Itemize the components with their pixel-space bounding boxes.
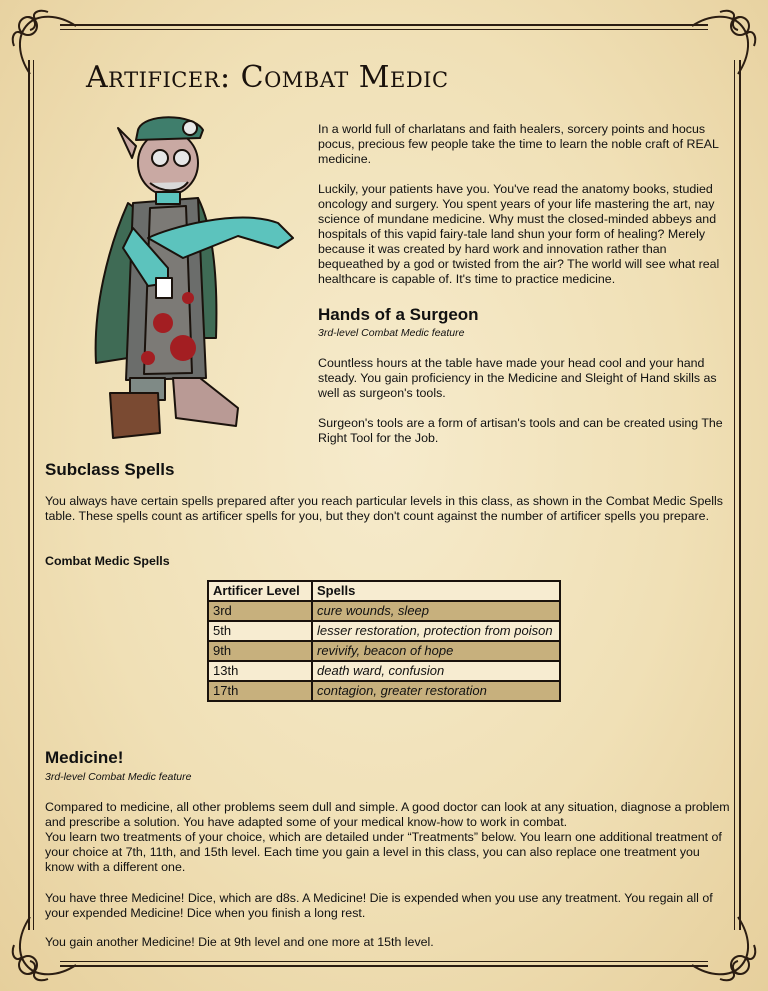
frame-left (28, 60, 30, 930)
cell-spells: cure wounds, sleep (312, 601, 560, 621)
medicine-subtitle: 3rd-level Combat Medic feature (45, 771, 192, 783)
frame-top (60, 24, 708, 26)
corner-ornament-bottom-left (8, 915, 78, 985)
corner-ornament-top-right (690, 6, 760, 76)
frame-left-inner (33, 60, 34, 930)
frame-right (739, 60, 741, 930)
spells-table-title: Combat Medic Spells (45, 554, 170, 568)
medicine-paragraph-3: You have three Medicine! Dice, which are d8s. A Medicine! Die is expended when you use any treatment. You regain all of your expended Medicine! Dice when you finish a long rest. (45, 891, 713, 920)
medicine-paragraph-4: You gain another Medicine! Die at 9th level and one more at 15th level. (45, 935, 434, 949)
spells-table (207, 580, 561, 702)
subclass-spells-heading: Subclass Spells (45, 460, 175, 479)
hands-heading: Hands of a Surgeon (318, 305, 479, 324)
hands-subtitle: 3rd-level Combat Medic feature (318, 327, 465, 339)
frame-bottom (60, 965, 708, 967)
cell-level: 3rd (208, 601, 312, 621)
hands-paragraph-1: Countless hours at the table have made your head cool and your hand steady. You gain proficiency in the Medicine and Sleight of Hand skills as well as surgeon's tools. (318, 356, 717, 400)
medicine-heading: Medicine! (45, 748, 124, 767)
medicine-paragraph-2: You learn two treatments of your choice, which are detailed under “Treatments” below. You learn one additional treatment of your choice at 7th, 11th, and 15th level. Each time you gain a level in this class, you can also replace one treatment you know with a different one. (45, 830, 722, 874)
table-row (208, 681, 560, 701)
subclass-spells-paragraph: You always have certain spells prepared after you reach particular levels in this class, as shown in the Combat Medic Spells table. These spells count as artificer spells for you, but they don't count against the number of artificer spells you prepare. (45, 494, 723, 523)
table-row (208, 661, 560, 681)
page-title: Artificer: Combat Medic (86, 60, 449, 95)
column-header-spells: Spells (312, 581, 560, 601)
medicine-paragraph-1: Compared to medicine, all other problems seem dull and simple. A good doctor can look at any situation, diagnose a problem and prescribe a solution. You have adapted some of your medical know-how to work in combat. (45, 800, 730, 829)
cell-level: 5th (208, 621, 312, 641)
corner-ornament-top-left (8, 6, 78, 76)
combat-medic-illustration (88, 108, 308, 446)
table-row (208, 641, 560, 661)
intro-paragraph-2: Luckily, your patients have you. You've read the anatomy books, studied oncology and surgery. You spent years of your life mastering the art, nay science of mundane medicine. Why must the closed-minded abbeys and hospitals of this vapid fairy-tale land shun your form of healing? Merely because it was created by hard work and innovation rather than bequeathed by a god or twisted from the air? The world will see what real healthcare is capable of. It's time to practice medicine. (318, 182, 720, 286)
cell-level: 17th (208, 681, 312, 701)
table-header-row (208, 581, 560, 601)
frame-right-inner (734, 60, 735, 930)
table-row (208, 621, 560, 641)
intro-paragraph-1: In a world full of charlatans and faith healers, sorcery points and hocus pocus, precious few people take the time to learn the noble craft of REAL medicine. (318, 122, 719, 166)
corner-ornament-bottom-right (690, 915, 760, 985)
cell-level: 13th (208, 661, 312, 681)
cell-level: 9th (208, 641, 312, 661)
frame-bottom-inner (60, 961, 708, 962)
cell-spells: contagion, greater restoration (312, 681, 560, 701)
cell-spells: lesser restoration, protection from poison (312, 621, 560, 641)
frame-top-inner (60, 29, 708, 30)
table-row (208, 601, 560, 621)
column-header-level: Artificer Level (208, 581, 312, 601)
cell-spells: revivify, beacon of hope (312, 641, 560, 661)
cell-spells: death ward, confusion (312, 661, 560, 681)
hands-paragraph-2: Surgeon's tools are a form of artisan's tools and can be created using The Right Tool for the Job. (318, 416, 723, 445)
